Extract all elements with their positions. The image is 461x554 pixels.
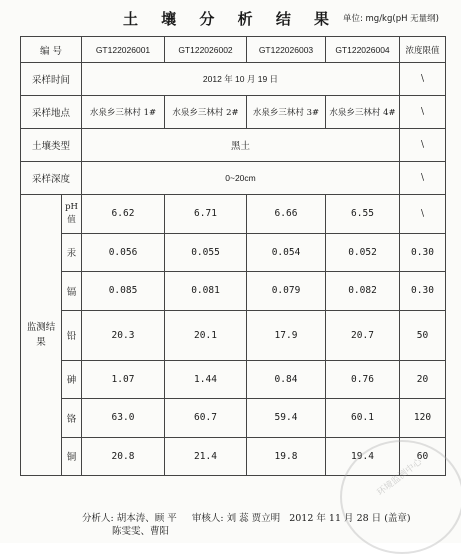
reviewers-names: 刘 蕊 贾立明 [226,513,281,524]
limit-cell: 50 [400,310,446,360]
sample-id-cell: GT122026003 [247,37,326,63]
limit-cell: 0.30 [400,233,446,272]
sampling-time-cell: 2012 年 10 月 19 日 [82,63,400,96]
official-seal-text: 环境监测中心 [375,457,425,499]
parameter-name-cell: 砷 [62,360,82,399]
table-row-id [21,37,446,63]
table-row-soil [21,129,446,162]
table-row-time [21,63,446,96]
parameter-name-cell: pH值 [62,195,82,234]
result-cell: 6.55 [326,195,400,234]
table-row-copper [21,437,446,476]
result-cell: 6.66 [247,195,326,234]
result-cell: 19.8 [247,437,326,476]
result-cell: 20.1 [165,310,247,360]
limit-cell: \ [400,63,446,96]
table-row-lead [21,310,446,360]
sample-id-cell: GT122026002 [165,37,247,63]
table-row-arsenic [21,360,446,399]
row-label-location: 采样地点 [21,96,82,129]
row-label-id: 编 号 [21,37,82,63]
sampling-depth-cell: 0~20cm [82,162,400,195]
limit-cell: \ [400,96,446,129]
result-cell: 1.44 [165,360,247,399]
sample-id-cell: GT122026001 [82,37,165,63]
parameter-name-cell: 镉 [62,272,82,311]
parameter-name-cell: 铅 [62,310,82,360]
signature-footer [82,512,411,538]
result-cell: 63.0 [82,399,165,438]
monitoring-results-label: 监测结果 [21,195,62,476]
limit-cell: \ [400,129,446,162]
parameter-name-cell: 铜 [62,437,82,476]
result-cell: 60.7 [165,399,247,438]
location-cell: 水泉乡三林村 3# [247,96,326,129]
row-label-depth: 采样深度 [21,162,82,195]
analysts-names-line2: 陈雯雯、曹阳 [112,526,170,537]
row-label-time: 采样时间 [21,63,82,96]
table-row-depth [21,162,446,195]
soil-type-cell: 黑土 [82,129,400,162]
result-cell: 0.052 [326,233,400,272]
result-cell: 19.4 [326,437,400,476]
result-cell: 0.079 [247,272,326,311]
location-cell: 水泉乡三林村 2# [165,96,247,129]
soil-analysis-table [20,36,446,476]
result-cell: 0.081 [165,272,247,311]
document-title: 土 壤 分 析 结 果 [122,10,339,28]
parameter-name-cell: 汞 [62,233,82,272]
location-cell: 水泉乡三林村 1# [82,96,165,129]
table-row-cadmium [21,272,446,311]
limit-cell: \ [400,162,446,195]
analysts-names: 胡本涛、顾 平 [116,513,177,524]
result-cell: 0.082 [326,272,400,311]
result-cell: 59.4 [247,399,326,438]
result-cell: 6.62 [82,195,165,234]
limit-cell: \ [400,195,446,234]
result-cell: 6.71 [165,195,247,234]
result-cell: 0.055 [165,233,247,272]
result-cell: 20.8 [82,437,165,476]
result-cell: 20.7 [326,310,400,360]
limit-cell: 120 [400,399,446,438]
result-cell: 21.4 [165,437,247,476]
result-cell: 1.07 [82,360,165,399]
result-cell: 60.1 [326,399,400,438]
result-cell: 0.085 [82,272,165,311]
analysts-label: 分析人: [82,513,114,524]
limit-cell: 60 [400,437,446,476]
parameter-name-cell: 铬 [62,399,82,438]
result-cell: 0.76 [326,360,400,399]
result-cell: 0.056 [82,233,165,272]
limit-header-cell: 浓度限值 [400,37,446,63]
limit-cell: 0.30 [400,272,446,311]
table-row-chromium [21,399,446,438]
result-cell: 17.9 [247,310,326,360]
reviewers-label: 审核人: [191,513,224,524]
table-row-ph [21,195,446,234]
row-label-soil: 土壤类型 [21,129,82,162]
sample-id-cell: GT122026004 [326,37,400,63]
result-cell: 20.3 [82,310,165,360]
location-cell: 水泉乡三林村 4# [326,96,400,129]
result-cell: 0.054 [247,233,326,272]
table-row-location [21,96,446,129]
unit-note: 单位: mg/kg(pH 无量纲) [342,14,439,24]
limit-cell: 20 [400,360,446,399]
table-row-mercury [21,233,446,272]
report-date-seal: 2012 年 11 月 28 日 (盖章) [289,513,411,524]
result-cell: 0.84 [247,360,326,399]
